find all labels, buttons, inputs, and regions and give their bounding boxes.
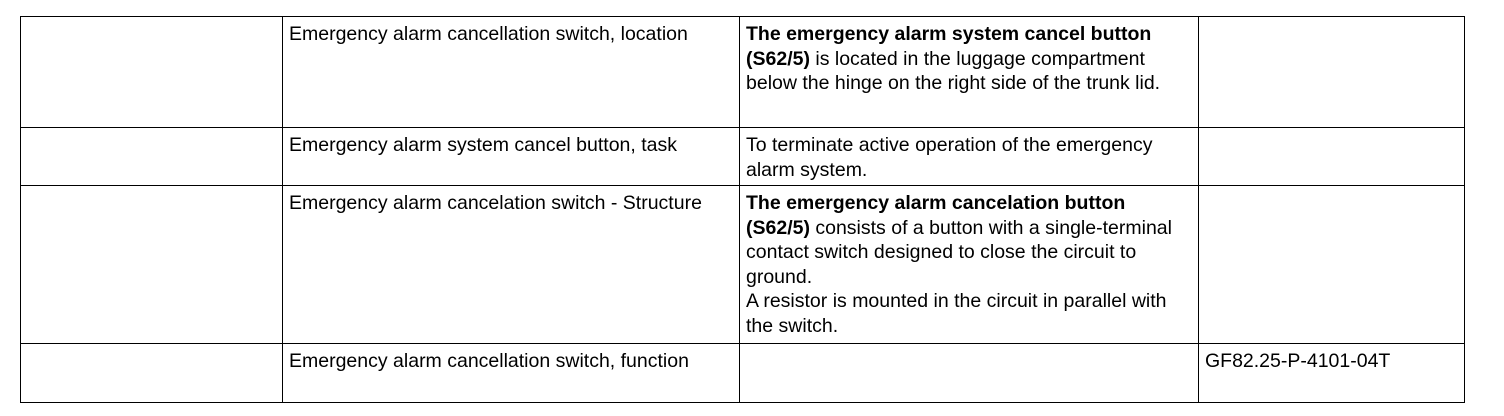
empty-cell	[21, 186, 283, 344]
topic-cell: Emergency alarm cancellation switch, function	[283, 344, 740, 403]
description-text: To terminate active operation of the emergency alarm system.	[746, 134, 1153, 181]
topic-cell: Emergency alarm cancellation switch, location	[283, 17, 740, 128]
description-cell	[740, 17, 1199, 128]
reference-cell	[1199, 186, 1465, 344]
table-row	[21, 128, 1465, 186]
table-row	[21, 344, 1465, 403]
empty-cell	[21, 128, 283, 186]
table-row	[21, 17, 1465, 128]
description-cell	[740, 344, 1199, 403]
reference-cell[interactable]: GF82.25-P-4101-04T	[1199, 344, 1465, 403]
topic-cell: Emergency alarm cancelation switch - Structure	[283, 186, 740, 344]
description-text: is located in the luggage compartment below the hinge on the right side of the trunk lid.	[746, 47, 1161, 94]
document-table	[20, 16, 1465, 403]
description-text: consists of a button with a single-terminal contact switch designed to close the circuit to ground.	[746, 216, 1172, 288]
topic-cell: Emergency alarm system cancel button, task	[283, 128, 740, 186]
description-text-2: A resistor is mounted in the circuit in parallel with the switch.	[746, 290, 1167, 337]
description-bold: The emergency alarm system cancel button (S62/5)	[746, 23, 1152, 70]
description-bold: The emergency alarm cancelation button (S62/5)	[746, 192, 1126, 239]
reference-cell	[1199, 128, 1465, 186]
empty-cell	[21, 17, 283, 128]
description-cell	[740, 128, 1199, 186]
empty-cell	[21, 344, 283, 403]
table-row	[21, 186, 1465, 344]
reference-cell	[1199, 17, 1465, 128]
description-cell	[740, 186, 1199, 344]
